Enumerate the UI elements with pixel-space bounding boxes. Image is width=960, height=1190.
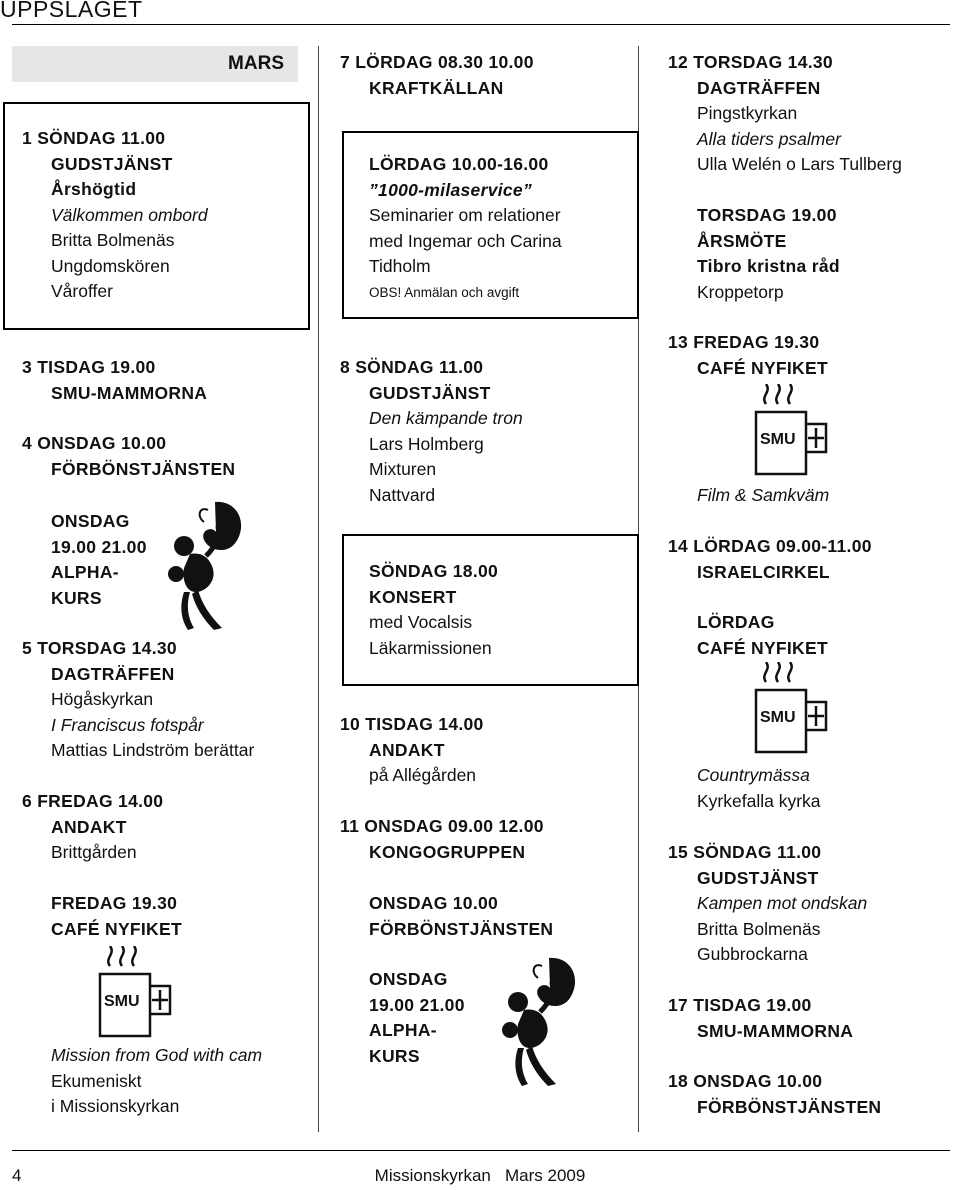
coffee-mug-icon: [752, 384, 832, 478]
event-line: Mission from God with cam: [51, 1045, 263, 1065]
footer-rule: [12, 1150, 950, 1151]
smu-logo-text: SMU: [760, 709, 796, 726]
event-line: Ulla Welén o Lars Tullberg: [697, 154, 902, 174]
event-date: 13 FREDAG 19.30: [668, 332, 820, 352]
event-line: Årshögtid: [51, 179, 137, 199]
smu-logo-text: SMU: [760, 431, 796, 448]
alpha-figure-icon: [494, 952, 584, 1092]
event-date: 3 TISDAG 19.00: [22, 357, 156, 377]
event-date: 15 SÖNDAG 11.00: [668, 842, 822, 862]
event-line: Högåskyrkan: [51, 689, 154, 709]
event-date: FREDAG 19.30: [51, 893, 178, 913]
event-line: Kroppetorp: [697, 281, 784, 302]
event-lordag-cafe-details: [668, 763, 960, 814]
event-title: GUDSTJÄNST: [697, 867, 819, 888]
event-title: ANDAKT: [369, 739, 445, 760]
event-lordag-cafe: [668, 610, 960, 661]
event-line: ALPHA-: [51, 562, 119, 582]
event-5-torsdag: [22, 636, 322, 764]
event-title: DAGTRÄFFEN: [51, 663, 175, 684]
event-line: Mixturen: [369, 459, 437, 479]
smu-logo-text: SMU: [104, 993, 140, 1010]
section-title: UPPSLAGET: [0, 0, 143, 22]
event-title: ”1000-milaservice”: [369, 179, 533, 200]
event-line: Brittgården: [51, 842, 137, 862]
event-line: I Franciscus fotspår: [51, 714, 204, 735]
event-line: Den kämpande tron: [369, 408, 523, 428]
month-bar: [12, 46, 298, 82]
event-title: KONGOGRUPPEN: [369, 841, 526, 862]
event-title: KONSERT: [369, 586, 457, 607]
event-title: GUDSTJÄNST: [51, 153, 173, 174]
event-15-sondag: [668, 840, 960, 968]
event-line: Countrymässa: [697, 765, 810, 785]
event-line: ONSDAG: [369, 969, 448, 989]
event-title: ÅRSMÖTE: [697, 230, 787, 251]
event-line: Ungdomskören: [51, 255, 170, 276]
event-date: 10 TISDAG 14.00: [340, 714, 484, 734]
event-line: på Allégården: [369, 765, 477, 785]
event-line: Tibro kristna råd: [697, 256, 840, 276]
event-line: Film & Samkväm: [697, 485, 830, 505]
event-line: med Ingemar och Carina: [369, 230, 562, 251]
event-line: Läkarmissionen: [369, 637, 492, 658]
page-number: 4: [12, 1166, 22, 1185]
event-torsdag-arsmote: [668, 203, 960, 305]
event-title: FÖRBÖNSTJÄNSTEN: [369, 918, 554, 939]
footer-publication: Missionskyrkan Mars 2009: [374, 1166, 586, 1185]
event-date: SÖNDAG 18.00: [369, 561, 499, 581]
event-date: 6 FREDAG 14.00: [22, 791, 164, 811]
event-line: Alla tiders psalmer: [697, 128, 841, 149]
event-title: ANDAKT: [51, 816, 127, 837]
event-line: 19.00 21.00: [51, 536, 147, 557]
event-date: TORSDAG 19.00: [697, 205, 837, 225]
event-line: Britta Bolmenäs: [697, 918, 821, 939]
event-8-sondag: [340, 355, 640, 508]
event-title: CAFÉ NYFIKET: [51, 918, 182, 939]
event-line: i Missionskyrkan: [51, 1096, 180, 1116]
event-13-fredag-details: [668, 483, 960, 509]
event-date: ONSDAG 10.00: [369, 893, 499, 913]
event-line: Våroffer: [51, 281, 113, 301]
event-line: Kampen mot ondskan: [697, 893, 868, 913]
event-title: SMU-MAMMORNA: [697, 1020, 854, 1041]
event-line: med Vocalsis: [369, 612, 473, 632]
event-title: SMU-MAMMORNA: [51, 382, 208, 403]
event-line: Britta Bolmenäs: [51, 230, 175, 250]
alpha-figure-icon: [160, 496, 250, 636]
event-line: Mattias Lindström berättar: [51, 740, 255, 760]
event-date: LÖRDAG 10.00-16.00: [369, 154, 549, 174]
event-fredag-cafe-details: [22, 1043, 322, 1120]
event-date: 12 TORSDAG 14.30: [668, 52, 833, 72]
event-line: ONSDAG: [51, 511, 130, 531]
event-lordag-milaservice: [340, 152, 640, 305]
event-fredag-cafe: [22, 891, 322, 942]
event-title: GUDSTJÄNST: [369, 382, 491, 403]
event-line: Lars Holmberg: [369, 433, 484, 454]
event-14-lordag: [668, 534, 960, 585]
event-title: FÖRBÖNSTJÄNSTEN: [51, 458, 236, 479]
event-title: ISRAELCIRKEL: [697, 561, 830, 582]
event-date: 7 LÖRDAG 08.30 10.00: [340, 52, 534, 72]
event-11-onsdag: [340, 814, 640, 865]
event-date: 17 TISDAG 19.00: [668, 995, 812, 1015]
coffee-mug-icon: [752, 662, 832, 756]
event-line: Nattvard: [369, 484, 436, 505]
event-line: Tidholm: [369, 256, 431, 276]
event-17-tisdag: [668, 993, 960, 1044]
event-sondag-konsert: [340, 559, 640, 661]
event-date: 5 TORSDAG 14.30: [22, 638, 177, 658]
event-3-tisdag: [22, 355, 322, 406]
event-line: CAFÉ NYFIKET: [697, 637, 828, 658]
event-7-lordag: [340, 50, 640, 101]
event-line: Ekumeniskt: [51, 1070, 142, 1091]
event-title: FÖRBÖNSTJÄNSTEN: [697, 1096, 882, 1117]
event-6-fredag: [22, 789, 322, 866]
event-line: KURS: [369, 1045, 420, 1066]
event-4-onsdag: [22, 431, 322, 482]
event-10-tisdag: [340, 712, 640, 789]
event-1-sondag: [22, 126, 322, 305]
event-line: Kyrkefalla kyrka: [697, 790, 821, 811]
event-date: 8 SÖNDAG 11.00: [340, 357, 484, 377]
event-line: Gubbrockarna: [697, 944, 808, 964]
event-line: ALPHA-: [369, 1020, 437, 1040]
event-line: 19.00 21.00: [369, 994, 465, 1015]
event-date: 11 ONSDAG 09.00 12.00: [340, 816, 544, 836]
event-line: Välkommen ombord: [51, 204, 208, 225]
event-12-torsdag: [668, 50, 960, 178]
event-title: CAFÉ NYFIKET: [697, 357, 828, 378]
coffee-mug-icon: [96, 946, 176, 1040]
event-date: 4 ONSDAG 10.00: [22, 433, 167, 453]
event-alpha-kurs-2: [340, 967, 640, 1069]
month-label: MARS: [228, 53, 284, 74]
event-line: KURS: [51, 587, 102, 608]
event-onsdag-forbon: [340, 891, 640, 942]
event-line: LÖRDAG: [697, 612, 775, 632]
event-title: KRAFTKÄLLAN: [369, 77, 504, 98]
event-line: Pingstkyrkan: [697, 103, 798, 123]
event-13-fredag: [668, 330, 960, 381]
event-note: OBS! Anmälan och avgift: [369, 284, 520, 300]
event-date: 18 ONSDAG 10.00: [668, 1071, 823, 1091]
event-line: Seminarier om relationer: [369, 205, 561, 225]
event-title: DAGTRÄFFEN: [697, 77, 821, 98]
event-date: 1 SÖNDAG 11.00: [22, 128, 166, 148]
header-rule: [12, 24, 950, 25]
event-date: 14 LÖRDAG 09.00-11.00: [668, 536, 872, 556]
event-18-onsdag: [668, 1069, 960, 1120]
